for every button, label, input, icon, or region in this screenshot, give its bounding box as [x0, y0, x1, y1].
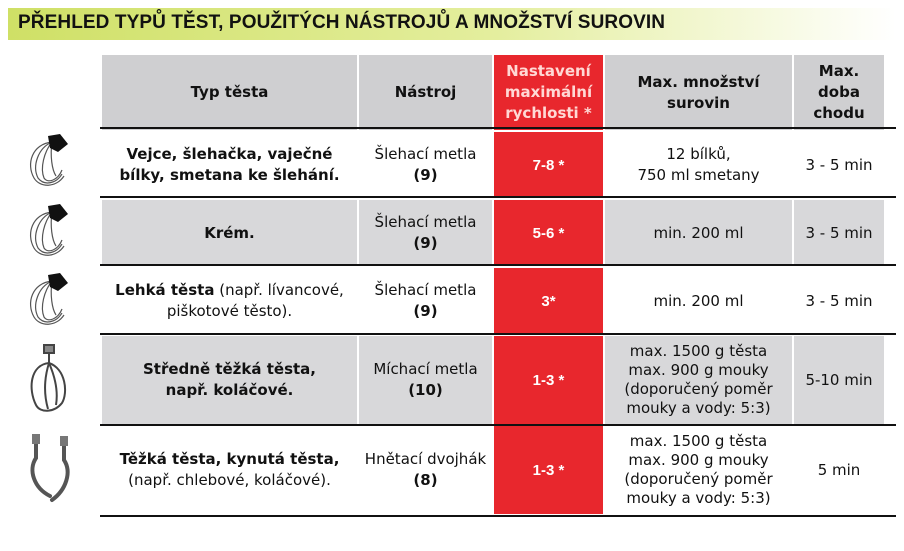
- table-row: [102, 426, 884, 514]
- dough-type-cell: Krém.: [102, 200, 357, 266]
- tool-name: Hnětací dvojhák: [364, 450, 487, 468]
- amount-cell: [605, 132, 792, 198]
- time-cell: 5-10 min: [794, 336, 884, 424]
- header-max-amount: Max. množství surovin: [605, 55, 792, 130]
- amount-cell: [605, 336, 792, 424]
- amount-cell: [605, 426, 792, 514]
- header-speed-line1: Nastavení: [506, 62, 591, 80]
- tool-name: Šlehací metla: [374, 145, 477, 163]
- speed-cell: 1-3 *: [494, 336, 603, 424]
- time-cell: 3 - 5 min: [794, 132, 884, 198]
- row-divider: [100, 196, 896, 198]
- amount-line: (doporučený poměr: [624, 380, 773, 398]
- header-tool: Nástroj: [359, 55, 492, 130]
- row-divider: [100, 333, 896, 335]
- dough-table: [100, 53, 886, 516]
- tool-number: (10): [408, 381, 443, 399]
- amount-line: 750 ml smetany: [637, 166, 760, 184]
- table-row: [102, 132, 884, 198]
- flat-beater-icon: [0, 335, 90, 423]
- whisk-icon: [0, 265, 90, 333]
- header-time: [794, 55, 884, 130]
- whisk-icon: [0, 196, 90, 264]
- header-speed: [494, 55, 603, 130]
- amount-line: mouky a vody: 5:3): [626, 489, 771, 507]
- dough-type-cell: [102, 268, 357, 334]
- amount-line: max. 1500 g těsta: [629, 342, 768, 360]
- header-time-line2: doba: [818, 83, 860, 101]
- tool-cell: [359, 132, 492, 198]
- amount-line: min. 200 ml: [653, 223, 744, 242]
- dough-type-extra: (např. lívancové, piškotové těsto).: [166, 281, 344, 320]
- speed-cell: 3*: [494, 268, 603, 334]
- amount-line: max. 900 g mouky: [628, 361, 769, 379]
- row-divider: [100, 264, 896, 266]
- amount-line: min. 200 ml: [653, 291, 744, 310]
- header-speed-line3: rychlosti *: [505, 104, 592, 122]
- tool-number: (9): [413, 166, 438, 184]
- row-divider: [100, 515, 896, 517]
- header-dough-type: Typ těsta: [102, 55, 357, 130]
- amount-line: 12 bílků,: [666, 145, 731, 163]
- tool-name: Míchací metla: [373, 360, 478, 378]
- speed-cell: 5-6 *: [494, 200, 603, 266]
- time-cell: 3 - 5 min: [794, 200, 884, 266]
- dough-hook-icon: [0, 426, 90, 514]
- tool-cell: [359, 268, 492, 334]
- tool-name: Šlehací metla: [374, 281, 477, 299]
- dough-type-cell: Vejce, šlehačka, vaječné bílky, smetana ke šlehání.: [102, 132, 357, 198]
- speed-cell: 1-3 *: [494, 426, 603, 514]
- row-divider: [100, 127, 896, 129]
- tool-number: (8): [413, 471, 438, 489]
- amount-cell: [605, 200, 792, 266]
- title-bar: [8, 8, 896, 40]
- header-speed-line2: maximální: [504, 83, 593, 101]
- table-row: [102, 200, 884, 266]
- dough-type-extra: (např. chlebové, koláčové).: [128, 471, 331, 489]
- row-divider: [100, 424, 896, 426]
- dough-type-bold: Lehká těsta: [115, 281, 215, 299]
- tool-name: Šlehací metla: [374, 213, 477, 231]
- tool-cell: [359, 336, 492, 424]
- tool-cell: [359, 200, 492, 266]
- time-cell: 3 - 5 min: [794, 268, 884, 334]
- tool-cell: [359, 426, 492, 514]
- table-row: [102, 268, 884, 334]
- whisk-icon: [0, 126, 90, 194]
- amount-cell: [605, 268, 792, 334]
- tool-number: (9): [413, 302, 438, 320]
- dough-type-bold: Těžká těsta, kynutá těsta,: [119, 450, 340, 468]
- tool-number: (9): [413, 234, 438, 252]
- amount-line: mouky a vody: 5:3): [626, 399, 771, 417]
- header-time-line3: chodu: [813, 104, 865, 122]
- dough-type-cell: Středně těžká těsta, např. koláčové.: [102, 336, 357, 424]
- amount-line: (doporučený poměr: [624, 470, 773, 488]
- header-row: [102, 55, 884, 130]
- dough-type-cell: [102, 426, 357, 514]
- table-row: [102, 336, 884, 424]
- time-cell: 5 min: [794, 426, 884, 514]
- header-time-line1: Max.: [818, 62, 860, 80]
- amount-line: max. 900 g mouky: [628, 451, 769, 469]
- page-title: PŘEHLED TYPŮ TĚST, POUŽITÝCH NÁSTROJŮ A MNOŽSTVÍ SUROVIN: [18, 12, 666, 33]
- amount-line: max. 1500 g těsta: [629, 432, 768, 450]
- speed-cell: 7-8 *: [494, 132, 603, 198]
